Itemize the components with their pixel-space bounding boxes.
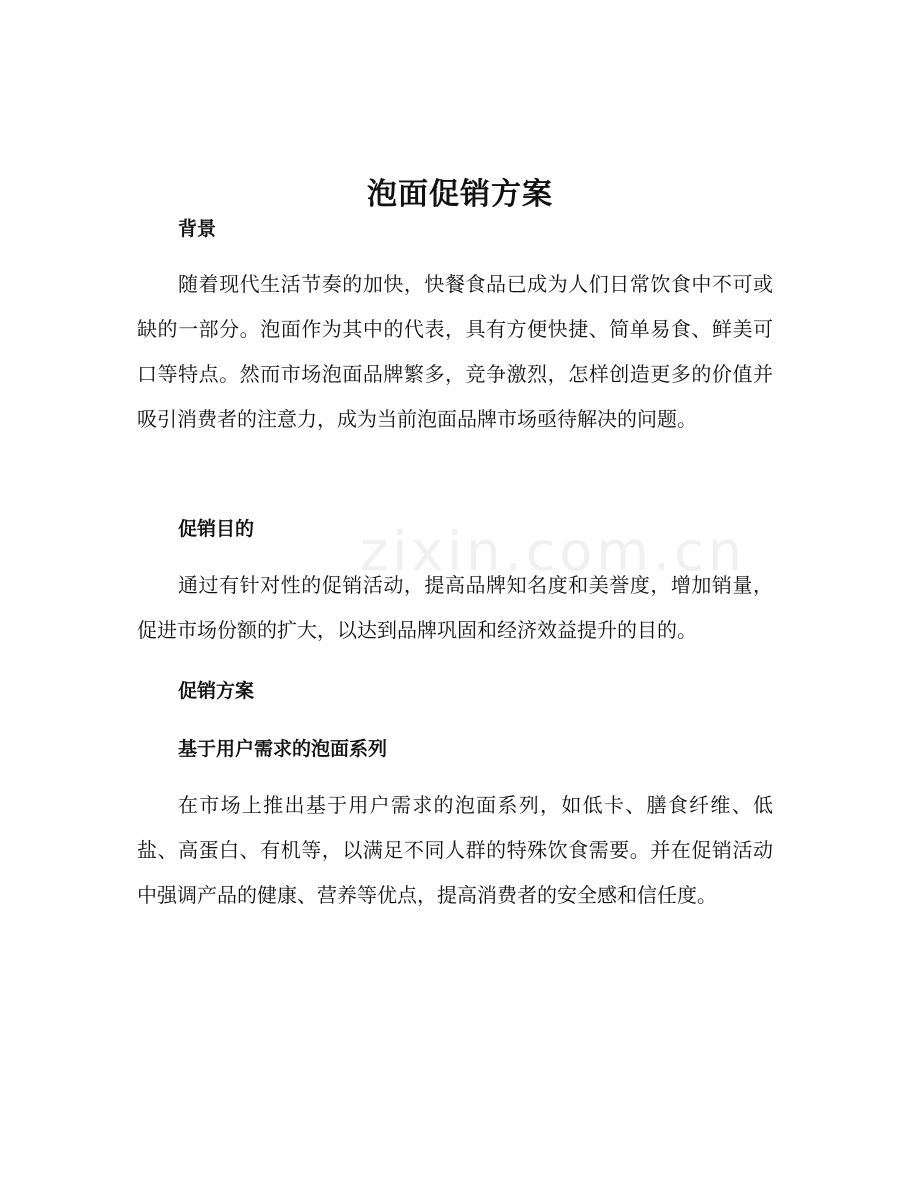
section-paragraph-purpose: 通过有针对性的促销活动，提高品牌知名度和美誉度，增加销量，促进市场份额的扩大，以达到品牌巩固和经济效益提升的目的。 xyxy=(137,573,773,642)
section-heading-background: 背景 xyxy=(178,218,217,240)
watermark: zixin.com.cn xyxy=(360,520,747,583)
section-paragraph-product-series: 在市场上推出基于用户需求的泡面系列，如低卡、膳食纤维、低盐、高蛋白、有机等，以满足不同人群的特殊饮食需要。并在促销活动中强调产品的健康、营养等优点，提高消费者的安全感和信任度。 xyxy=(137,793,773,907)
section-paragraph-background: 随着现代生活节奏的加快，快餐食品已成为人们日常饮食中不可或缺的一部分。泡面作为其中的代表，具有方便快捷、简单易食、鲜美可口等特点。然而市场泡面品牌繁多，竞争激烈，怎样创造更多的价值并吸引消费者的注意力，成为当前泡面品牌市场亟待解决的问题。 xyxy=(137,272,773,431)
section-heading-purpose: 促销目的 xyxy=(178,518,255,540)
page-title: 泡面促销方案 xyxy=(367,177,553,213)
section-heading-product-series: 基于用户需求的泡面系列 xyxy=(178,738,388,760)
section-heading-plan: 促销方案 xyxy=(178,680,255,702)
